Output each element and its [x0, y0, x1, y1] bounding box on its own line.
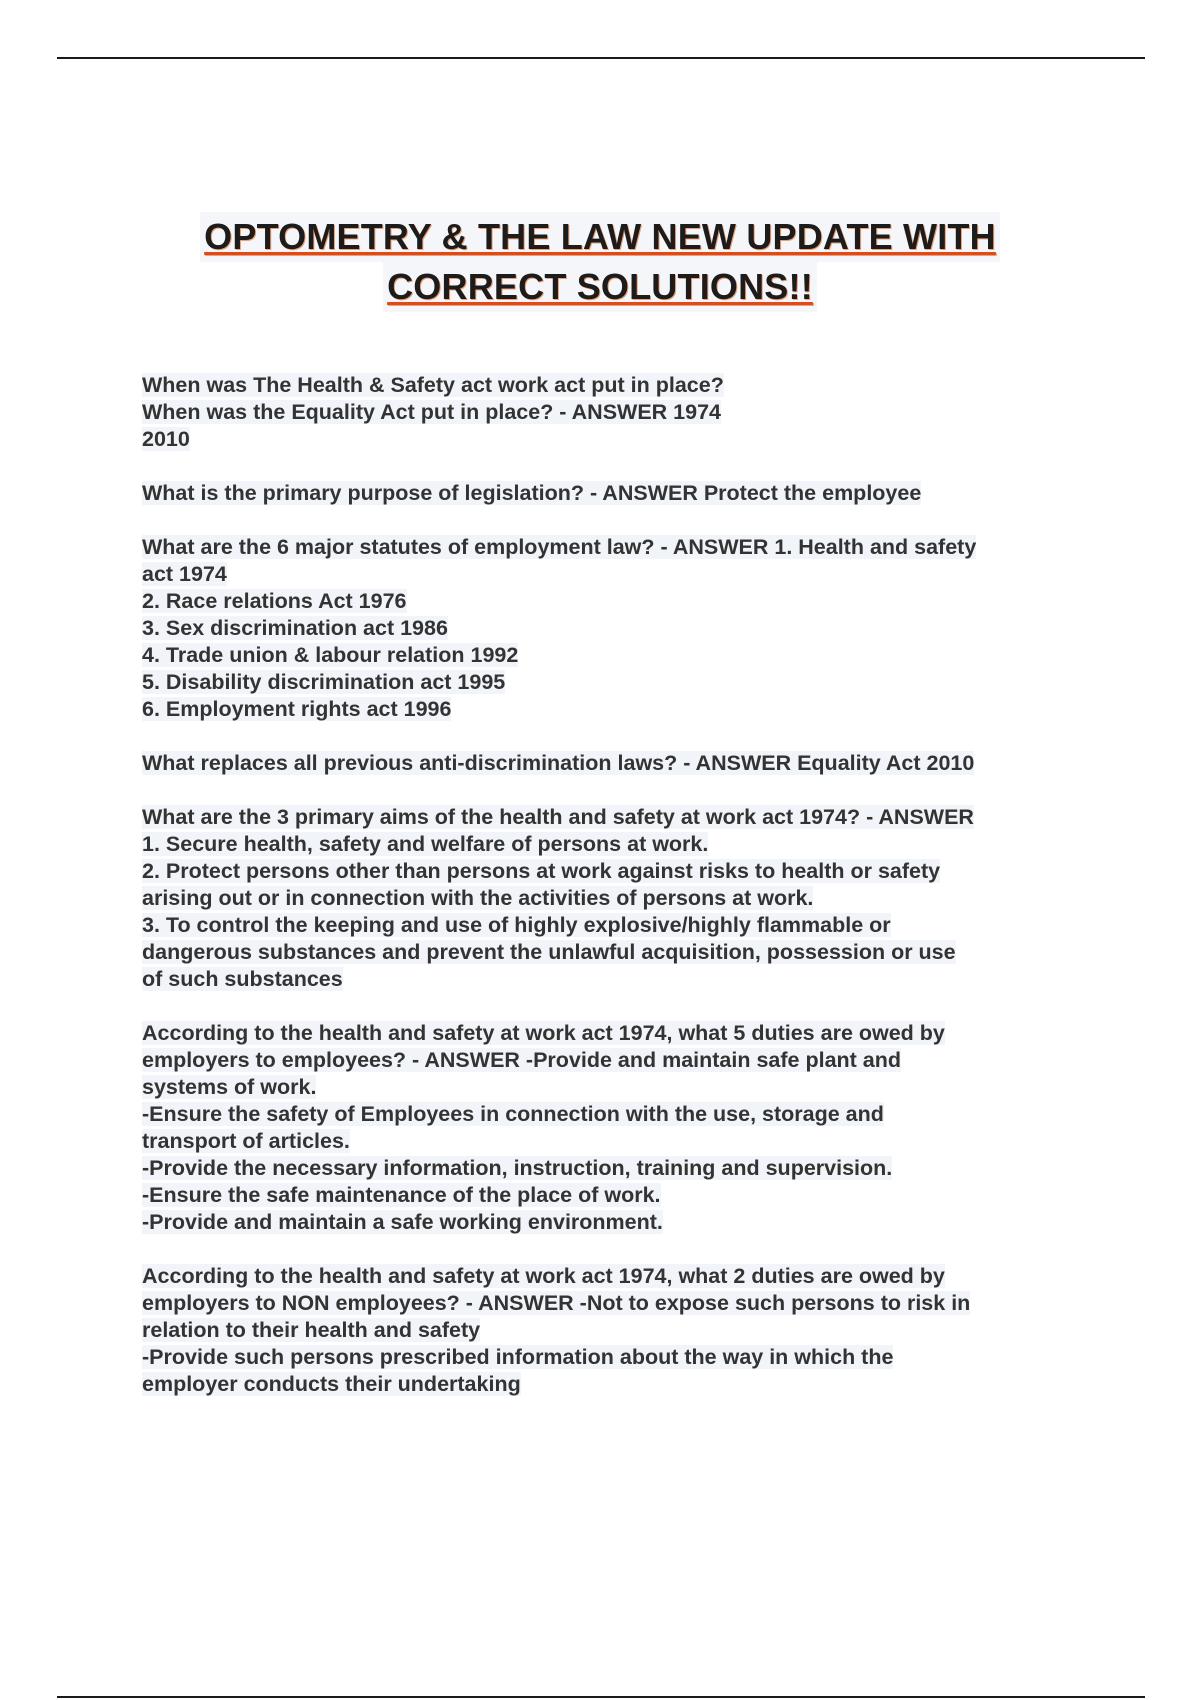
qa-line: [142, 966, 1062, 993]
footer-rule: [57, 1696, 1145, 1698]
qa-line-text: 1. Secure health, safety and welfare of persons at work.: [142, 832, 709, 856]
header-rule: [57, 57, 1145, 59]
qa-block: [142, 480, 1062, 507]
qa-line: [142, 399, 1062, 426]
qa-line-text: -Ensure the safe maintenance of the place of work.: [142, 1183, 661, 1207]
qa-line-text: What replaces all previous anti-discrimination laws? - ANSWER Equality Act 2010: [142, 751, 975, 775]
qa-line: [142, 750, 1062, 777]
qa-line-text: 2. Protect persons other than persons at work against risks to health or safety: [142, 859, 941, 883]
qa-line-text: What are the 6 major statutes of employment law? - ANSWER 1. Health and safety: [142, 535, 977, 559]
qa-line-text: employers to NON employees? - ANSWER -Not to expose such persons to risk in: [142, 1291, 971, 1315]
qa-line-text: 2. Race relations Act 1976: [142, 589, 407, 613]
qa-block: [142, 534, 1062, 723]
qa-line: [142, 1155, 1062, 1182]
qa-line: [142, 858, 1062, 885]
qa-line-text: dangerous substances and prevent the unlawful acquisition, possession or use: [142, 940, 956, 964]
qa-line: [142, 1209, 1062, 1236]
qa-line: [142, 426, 1062, 453]
qa-line-text: -Ensure the safety of Employees in connection with the use, storage and: [142, 1102, 884, 1126]
title-line-1: OPTOMETRY & THE LAW NEW UPDATE WITH: [200, 212, 1000, 262]
qa-line-text: relation to their health and safety: [142, 1318, 481, 1342]
qa-line: [142, 615, 1062, 642]
qa-line: [142, 939, 1062, 966]
qa-block: [142, 372, 1062, 453]
qa-line-text: According to the health and safety at work act 1974, what 5 duties are owed by: [142, 1021, 945, 1045]
qa-line: [142, 642, 1062, 669]
qa-line: [142, 1047, 1062, 1074]
qa-block: [142, 1020, 1062, 1236]
qa-line: [142, 1074, 1062, 1101]
document-title: [0, 212, 1200, 312]
qa-line-text: When was The Health & Safety act work act put in place?: [142, 373, 724, 397]
qa-line-text: -Provide the necessary information, instruction, training and supervision.: [142, 1156, 893, 1180]
qa-line-text: employers to employees? - ANSWER -Provide and maintain safe plant and: [142, 1048, 902, 1072]
qa-line-text: 5. Disability discrimination act 1995: [142, 670, 506, 694]
qa-line-text: 2010: [142, 427, 190, 451]
qa-line: [142, 885, 1062, 912]
qa-line: [142, 804, 1062, 831]
qa-line: [142, 696, 1062, 723]
qa-line: [142, 1290, 1062, 1317]
title-line-2: CORRECT SOLUTIONS!!: [383, 262, 817, 312]
qa-line-text: 6. Employment rights act 1996: [142, 697, 452, 721]
qa-line: [142, 1263, 1062, 1290]
qa-line: [142, 1344, 1062, 1371]
qa-line-text: act 1974: [142, 562, 227, 586]
qa-line-text: of such substances: [142, 967, 343, 991]
qa-line: [142, 588, 1062, 615]
qa-block: [142, 1263, 1062, 1398]
qa-line: [142, 669, 1062, 696]
qa-block: [142, 804, 1062, 993]
qa-content: [142, 372, 1062, 1425]
qa-line: [142, 1371, 1062, 1398]
qa-line: [142, 561, 1062, 588]
qa-line: [142, 1128, 1062, 1155]
qa-line-text: What are the 3 primary aims of the health and safety at work act 1974? - ANSWER: [142, 805, 974, 829]
qa-line: [142, 831, 1062, 858]
qa-line: [142, 372, 1062, 399]
qa-line: [142, 534, 1062, 561]
qa-line: [142, 912, 1062, 939]
qa-block: [142, 750, 1062, 777]
qa-line-text: 4. Trade union & labour relation 1992: [142, 643, 519, 667]
qa-line-text: -Provide such persons prescribed information about the way in which the: [142, 1345, 894, 1369]
qa-line-text: 3. Sex discrimination act 1986: [142, 616, 448, 640]
qa-line: [142, 480, 1062, 507]
qa-line-text: 3. To control the keeping and use of highly explosive/highly flammable or: [142, 913, 891, 937]
qa-line-text: employer conducts their undertaking: [142, 1372, 521, 1396]
qa-line-text: arising out or in connection with the activities of persons at work.: [142, 886, 814, 910]
qa-line: [142, 1317, 1062, 1344]
qa-line-text: When was the Equality Act put in place? - ANSWER 1974: [142, 400, 721, 424]
qa-line: [142, 1020, 1062, 1047]
qa-line: [142, 1182, 1062, 1209]
qa-line-text: -Provide and maintain a safe working environment.: [142, 1210, 663, 1234]
qa-line-text: systems of work.: [142, 1075, 317, 1099]
qa-line-text: What is the primary purpose of legislation? - ANSWER Protect the employee: [142, 481, 922, 505]
qa-line-text: transport of articles.: [142, 1129, 350, 1153]
qa-line: [142, 1101, 1062, 1128]
qa-line-text: According to the health and safety at work act 1974, what 2 duties are owed by: [142, 1264, 945, 1288]
